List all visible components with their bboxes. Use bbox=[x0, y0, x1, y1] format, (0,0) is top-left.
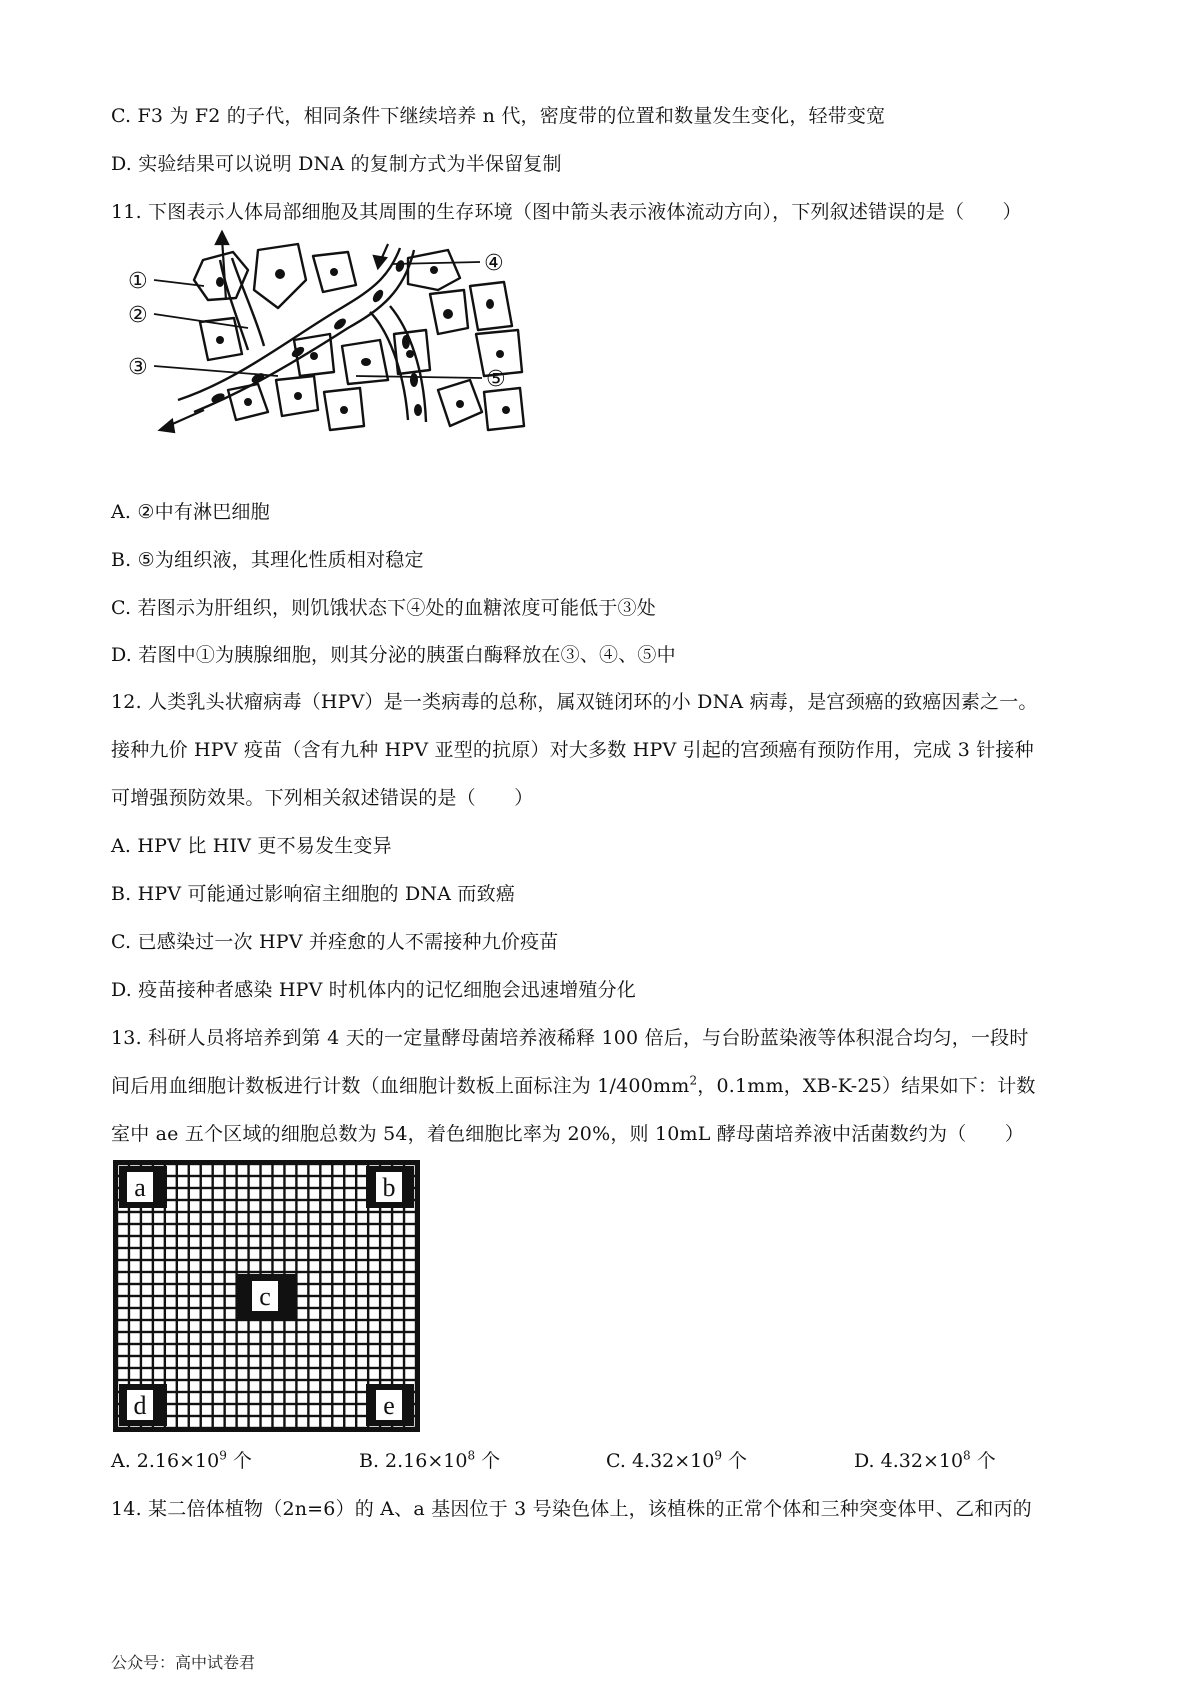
grid-label-d: d bbox=[133, 1391, 147, 1420]
q13-stem-line-3: 室中 ae 五个区域的细胞总数为 54，着色细胞比率为 20%，则 10mL 酵母菌培养液中活菌数约为（ ） bbox=[111, 1123, 1025, 1145]
q13-line2-part-b: ，0.1mm，XB-K-25）结果如下：计数 bbox=[697, 1075, 1036, 1097]
tissue-environment-figure bbox=[108, 230, 568, 460]
capillary-wall bbox=[178, 248, 400, 400]
capillary-wall bbox=[370, 312, 408, 420]
q11-option-c: C. 若图示为肝组织，则饥饿状态下④处的血糖浓度可能低于③处 bbox=[111, 597, 656, 619]
q11-stem: 11. 下图表示人体局部细胞及其周围的生存环境（图中箭头表示液体流动方向），下列叙述错误的是（ ） bbox=[111, 201, 1022, 223]
q12-stem-line-3: 可增强预防效果。下列相关叙述错误的是（ ） bbox=[111, 787, 534, 809]
grid-label-b: b bbox=[382, 1173, 396, 1202]
flow-arrows bbox=[160, 232, 388, 432]
leader-lines bbox=[154, 262, 482, 378]
q11-option-a: A. ②中有淋巴细胞 bbox=[111, 501, 270, 523]
q13-stem-line-2 bbox=[111, 1073, 1036, 1099]
label-3: ③ bbox=[128, 355, 148, 380]
label-5: ⑤ bbox=[486, 367, 506, 392]
q10-option-d: D. 实验结果可以说明 DNA 的复制方式为半保留复制 bbox=[111, 153, 562, 175]
q12-option-d: D. 疫苗接种者感染 HPV 时机体内的记忆细胞会迅速增殖分化 bbox=[111, 979, 636, 1001]
q13-line2-part-a: 间后用血细胞计数板进行计数（血细胞计数板上面标注为 1/400mm bbox=[111, 1075, 690, 1097]
q13-option-c: C. $4.32\times 10^9$ 个 bbox=[606, 1448, 748, 1472]
grid-label-e: e bbox=[383, 1391, 395, 1420]
q13-stem-line-1: 13. 科研人员将培养到第 4 天的一定量酵母菌培养液稀释 100 倍后，与台盼蓝染液等体积混合均匀，一段时 bbox=[111, 1027, 1029, 1049]
q13-line2-superscript: 2 bbox=[689, 1073, 698, 1088]
capillary-wall bbox=[390, 306, 426, 422]
q10-option-c: C. F3 为 F2 的子代，相同条件下继续培养 n 代，密度带的位置和数量发生变化，轻带变宽 bbox=[111, 105, 886, 127]
q12-stem-line-2: 接种九价 HPV 疫苗（含有九种 HPV 亚型的抗原）对大多数 HPV 引起的宫颈癌有预防作用，完成 3 针接种 bbox=[111, 739, 1034, 761]
hemocytometer-grid-figure bbox=[113, 1160, 420, 1432]
q12-option-c: C. 已感染过一次 HPV 并痊愈的人不需接种九价疫苗 bbox=[111, 931, 559, 953]
grid-label-a: a bbox=[134, 1173, 146, 1202]
q13-option-b: B. $2.16\times 10^8$ 个 bbox=[359, 1448, 501, 1472]
q12-option-b: B. HPV 可能通过影响宿主细胞的 DNA 而致癌 bbox=[111, 883, 516, 905]
q12-stem-line-1: 12. 人类乳头状瘤病毒（HPV）是一类病毒的总称，属双链闭环的小 DNA 病毒，是宫颈癌的致癌因素之一。 bbox=[111, 691, 1038, 713]
tissue-cell bbox=[194, 252, 248, 300]
q14-stem-line-1: 14. 某二倍体植物（2n=6）的 A、a 基因位于 3 号染色体上，该植株的正常个体和三种突变体甲、乙和丙的 bbox=[111, 1498, 1032, 1520]
footer-source: 公众号：高中试卷君 bbox=[111, 1653, 256, 1672]
q13-option-a: A. $2.16\times 10^9$ 个 bbox=[111, 1448, 252, 1472]
q13-option-d: D. $4.32\times 10^8$ 个 bbox=[854, 1448, 996, 1472]
q12-option-a: A. HPV 比 HIV 更不易发生变异 bbox=[111, 835, 392, 857]
q11-option-b: B. ⑤为组织液，其理化性质相对稳定 bbox=[111, 549, 424, 571]
label-4: ④ bbox=[484, 251, 504, 276]
label-1: ① bbox=[128, 269, 148, 294]
q13-options bbox=[111, 1448, 1111, 1478]
grid-label-c: c bbox=[259, 1282, 271, 1311]
label-2: ② bbox=[128, 303, 148, 328]
q11-option-d: D. 若图中①为胰腺细胞，则其分泌的胰蛋白酶释放在③、④、⑤中 bbox=[111, 644, 676, 666]
